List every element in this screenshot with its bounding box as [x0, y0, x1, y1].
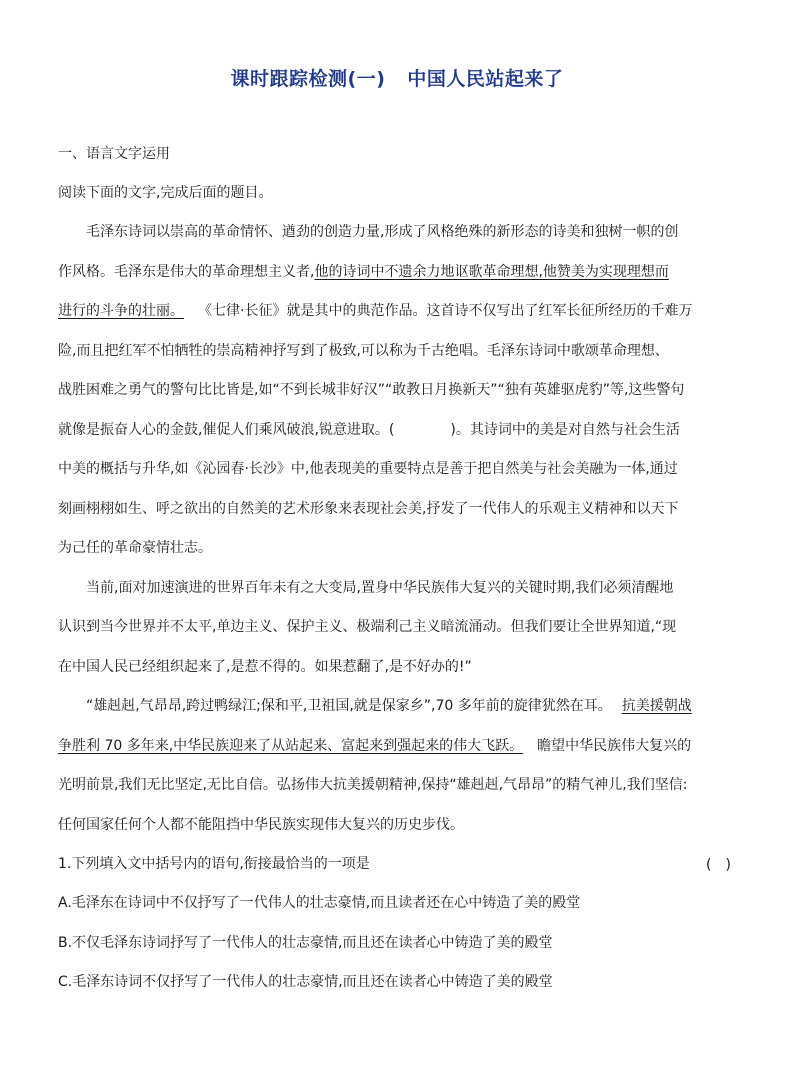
instruction-text: 阅读下面的文字,完成后面的题目。 — [58, 185, 273, 201]
page-title — [0, 64, 794, 91]
p1-line-9: 为己任的革命豪情壮志。 — [58, 540, 212, 556]
p1-line-8: 刻画栩栩如生、呼之欲出的自然美的艺术形象来表现社会美,抒发了一代伟人的乐观主义精神和以天下 — [58, 501, 679, 517]
p1-line-4: 险,而且把红军不怕牺牲的崇高精神抒写到了极致,可以称为千古绝唱。毛泽东诗词中歌颂革命理想、 — [58, 343, 669, 359]
p3-line-1 — [86, 696, 692, 716]
p1-line-3 — [58, 301, 692, 321]
p1-line-1: 毛泽东诗词以崇高的革命情怀、遒劲的创造力量,形成了风格绝殊的新形态的诗美和独树一帜的创 — [86, 224, 679, 240]
title-left: 课时跟踪检测(一) — [230, 68, 386, 90]
p3-line-2-text: 瞻望中华民族伟大复兴的 — [537, 738, 692, 754]
section-heading: 一、语言文字运用 — [58, 146, 170, 162]
p3-line-3: 光明前景,我们无比坚定,无比自信。弘扬伟大抗美援朝精神,保持“雄赳赳,气昂昂”的精气神儿,我们坚信: — [58, 777, 688, 793]
title-right: 中国人民站起来了 — [407, 68, 564, 90]
p1-line-2 — [58, 262, 669, 282]
p3-line-2 — [58, 736, 691, 756]
answer-bracket: ( ) — [706, 857, 731, 873]
p2-line-3: 在中国人民已经组织起来了,是惹不得的。如果惹翻了,是不好办的!” — [58, 659, 472, 675]
p1-line-6: 就像是振奋人心的金鼓,催促人们乘风破浪,锐意进取。( )。其诗词中的美是对自然与社会生活 — [58, 422, 680, 438]
p3-line-4: 任何国家任何个人都不能阻挡中华民族实现伟大复兴的历史步伐。 — [58, 817, 464, 833]
underlined-sentence-part-2: 进行的斗争的壮丽。 — [58, 303, 184, 319]
p1-line-7: 中美的概括与升华,如《沁园春·长沙》中,他表现美的重要特点是善于把自然美与社会美融为一体,通过 — [58, 461, 678, 477]
option-c: C.毛泽东诗词不仅抒写了一代伟人的壮志豪情,而且还在读者心中铸造了美的殿堂 — [58, 974, 553, 990]
p2-line-2: 认识到当今世界并不太平,单边主义、保护主义、极端利己主义暗流涌动。但我们要让全世界知道,“现 — [58, 619, 677, 635]
underlined-sentence-part-1: 他的诗词中不遗余力地讴歌革命理想,他赞美为实现理想而 — [314, 264, 669, 280]
underlined-sentence-2-part-1: 抗美援朝战 — [621, 698, 692, 714]
p1-line-2-text: 作风格。毛泽东是伟大的革命理想主义者, — [58, 264, 315, 280]
question-stem: 1.下列填入文中括号内的语句,衔接最恰当的一项是 — [58, 856, 370, 872]
underlined-sentence-2-part-2: 争胜利 70 多年来,中华民族迎来了从站起来、富起来到强起来的伟大飞跃。 — [58, 738, 524, 754]
p1-line-5: 战胜困难之勇气的警句比比皆是,如“不到长城非好汉”“敢教日月换新天”“独有英雄驱虎豹”等,这些警句 — [58, 382, 685, 398]
option-b: B.不仅毛泽东诗词抒写了一代伟人的壮志豪情,而且还在读者心中铸造了美的殿堂 — [58, 935, 553, 951]
p2-line-1: 当前,面对加速演进的世界百年未有之大变局,置身中华民族伟大复兴的关键时期,我们必须清醒地 — [86, 580, 674, 596]
p3-line-1-text: “雄赳赳,气昂昂,跨过鸭绿江;保和平,卫祖国,就是保家乡”,70 多年前的旋律犹然在耳。 — [86, 698, 612, 714]
p1-line-3-text: 《七律·长征》就是其中的典范作品。这首诗不仅写出了红军长征所经历的千难万 — [198, 303, 693, 319]
option-a: A.毛泽东在诗词中不仅抒写了一代伟人的壮志豪情,而且读者还在心中铸造了美的殿堂 — [58, 895, 581, 911]
